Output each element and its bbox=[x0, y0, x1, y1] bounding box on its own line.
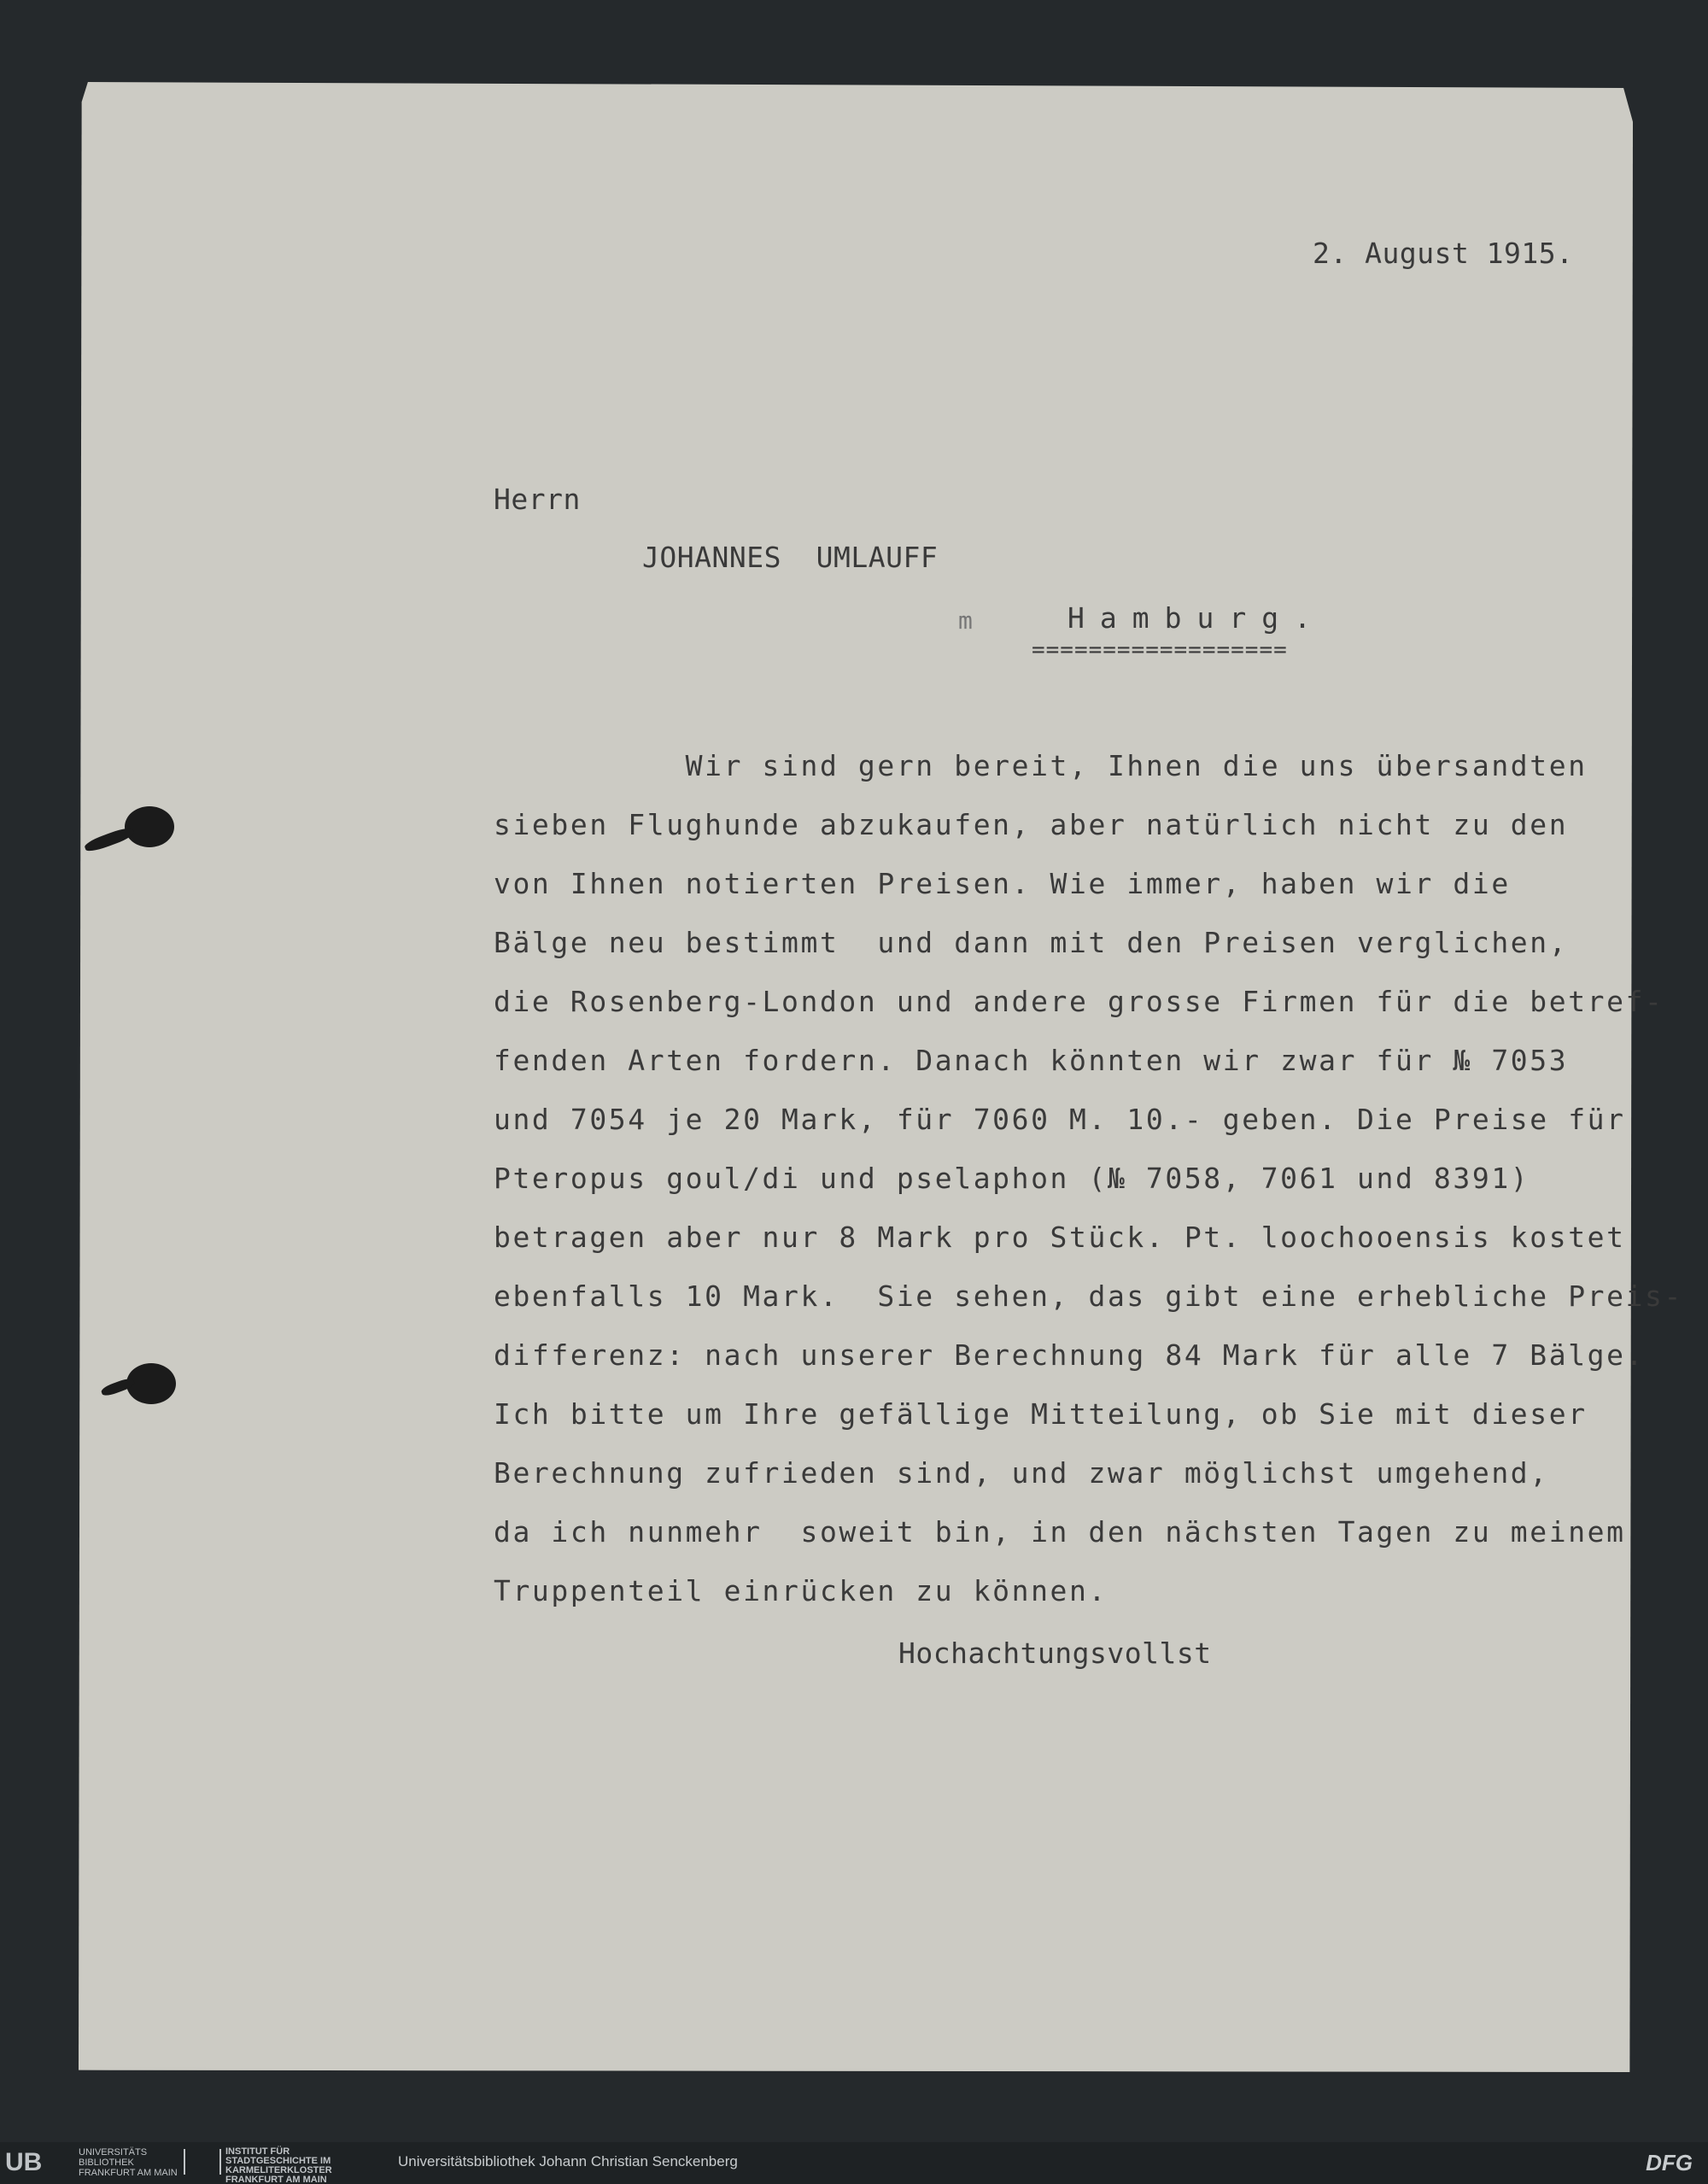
recipient-name: JOHANNES UMLAUFF bbox=[642, 541, 939, 574]
body-line: die Rosenberg-London und andere grosse Firmen für die betref- bbox=[494, 985, 1664, 1018]
letter-page bbox=[79, 82, 1633, 2072]
body-line: ebenfalls 10 Mark. Sie sehen, das gibt eine erhebliche Preis- bbox=[494, 1279, 1683, 1313]
body-line: Berechnung zufrieden sind, und zwar möglichst umgehend, bbox=[494, 1456, 1549, 1490]
letter-closing: Hochachtungsvollst bbox=[898, 1637, 1212, 1670]
dfg-logo: DFG bbox=[1646, 2150, 1693, 2175]
body-line: Ich bitte um Ihre gefällige Mitteilung, ob Sie mit dieser bbox=[494, 1397, 1588, 1431]
ifs-logo-icon bbox=[184, 2149, 221, 2175]
recipient-city: Hamburg. bbox=[1068, 601, 1326, 635]
place-prefix: m bbox=[958, 606, 974, 635]
body-line: betragen aber nur 8 Mark pro Stück. Pt. loochooensis kostet bbox=[494, 1221, 1626, 1254]
letter-date: 2. August 1915. bbox=[1313, 237, 1574, 270]
body-line: Wir sind gern bereit, Ihnen die uns übersandten bbox=[494, 749, 1588, 782]
ifs-logo-text: INSTITUT FÜR STADTGESCHICHTE IM KARMELITERKLOSTER FRANKFURT AM MAIN bbox=[225, 2146, 332, 2184]
city-underline: ================== bbox=[1032, 637, 1288, 663]
ub-logo-subtitle: UNIVERSITÄTS BIBLIOTHEK FRANKFURT AM MAIN bbox=[79, 2147, 178, 2178]
ub-logo: UB bbox=[5, 2148, 43, 2176]
body-line: von Ihnen notierten Preisen. Wie immer, haben wir die bbox=[494, 867, 1511, 900]
body-line: da ich nunmehr soweit bin, in den nächsten Tagen zu meinem bbox=[494, 1515, 1626, 1549]
body-line: differenz: nach unserer Berechnung 84 Mark für alle 7 Bälge. bbox=[494, 1338, 1646, 1372]
body-line: Truppenteil einrücken zu können. bbox=[494, 1574, 1108, 1607]
salutation: Herrn bbox=[494, 483, 581, 516]
body-line: sieben Flughunde abzukaufen, aber natürlich nicht zu den bbox=[494, 808, 1569, 841]
body-line: Bälge neu bestimmt und dann mit den Preisen verglichen, bbox=[494, 926, 1569, 959]
body-line: fenden Arten fordern. Danach könnten wir zwar für № 7053 bbox=[494, 1044, 1569, 1077]
institution-name: Universitätsbibliothek Johann Christian Senckenberg bbox=[398, 2153, 738, 2169]
body-line: Pteropus goul/di und pselaphon (№ 7058, 7061 und 8391) bbox=[494, 1162, 1530, 1195]
ink-blot-top bbox=[125, 806, 174, 847]
body-line: und 7054 je 20 Mark, für 7060 M. 10.- geben. Die Preise für bbox=[494, 1103, 1626, 1136]
